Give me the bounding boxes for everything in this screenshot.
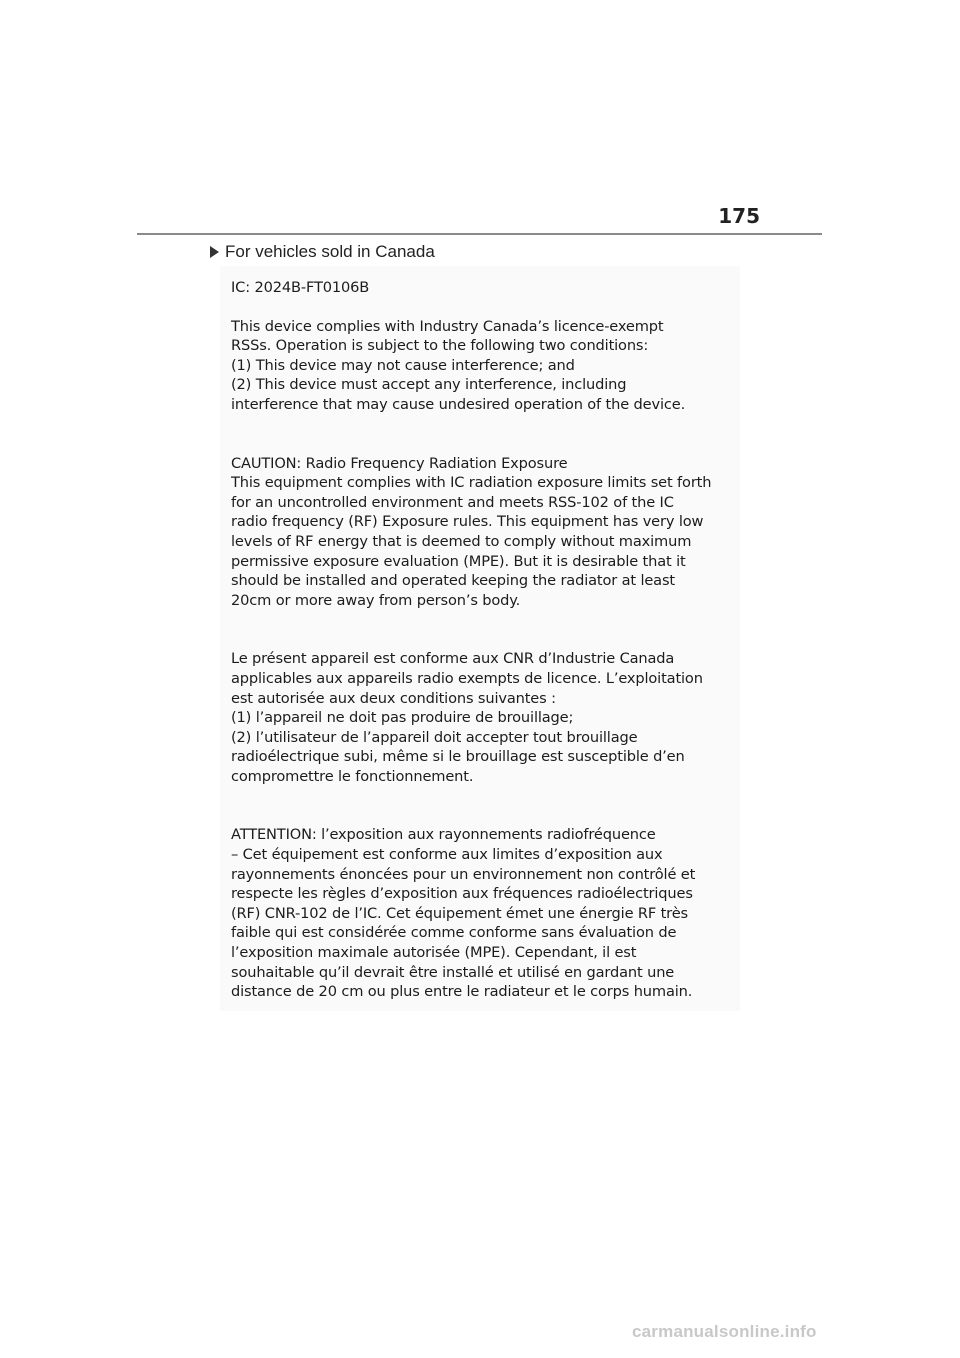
ic-certification-id: IC: 2024B-FT0106B bbox=[231, 279, 370, 296]
section-heading-text: For vehicles sold in Canada bbox=[225, 242, 435, 261]
compliance-statement-fr: Le présent appareil est conforme aux CNR d’Industrie Canada applicables aux appareils radio exempts de licence. L’exploitation est autorisée aux deux conditions suivantes : (1) l’appareil ne doit pas produire de brouillage; (2) l’utilisateur de l’appareil doit accepter tout brouillage radioélectrique subi, même si le brouillage est susceptible d’en compromettre le fonctionnement. bbox=[231, 650, 703, 785]
site-watermark: carmanualsonline.info bbox=[632, 1322, 817, 1341]
compliance-statement-en: This device complies with Industry Canada’s licence-exempt RSSs. Operation is subject to the following two conditions: (1) This device may not cause interference; and (2) This device must accept any interference, including interference that may cause undesired operation of the device. bbox=[231, 317, 686, 413]
rf-attention-statement-fr: ATTENTION: l’exposition aux rayonnements radiofréquence – Cet équipement est conforme aux limites d’exposition aux rayonnements énoncées pour un environnement non contrôlé et respecte les règles d’exposition aux fréquences radioélectriques (RF) CNR-102 de l’IC. Cet équipement émet une énergie RF très faible qui est considérée comme conforme sans évaluation de l’exposition maximale autorisée (MPE). Cependant, il est souhaitable qu’il devrait être installé et utilisé en gardant une distance de 20 cm ou plus entre le radiateur et le corps humain. bbox=[231, 826, 696, 1001]
rf-caution-statement-en: CAUTION: Radio Frequency Radiation Exposure This equipment complies with IC radiation exposure limits set forth for an uncontrolled environment and meets RSS-102 of the IC radio frequency (RF) Exposure rules. This equipment has very low levels of RF energy that is deemed to comply without maximum permissive exposure evaluation (MPE). But it is desirable that it should be installed and operated keeping the radiator at least 20cm or more away from person’s body. bbox=[231, 454, 712, 609]
page-number: 175 bbox=[718, 204, 760, 228]
section-heading bbox=[210, 242, 435, 262]
header-divider bbox=[137, 233, 822, 235]
regulatory-label bbox=[220, 266, 740, 1011]
triangle-right-icon bbox=[210, 246, 219, 258]
